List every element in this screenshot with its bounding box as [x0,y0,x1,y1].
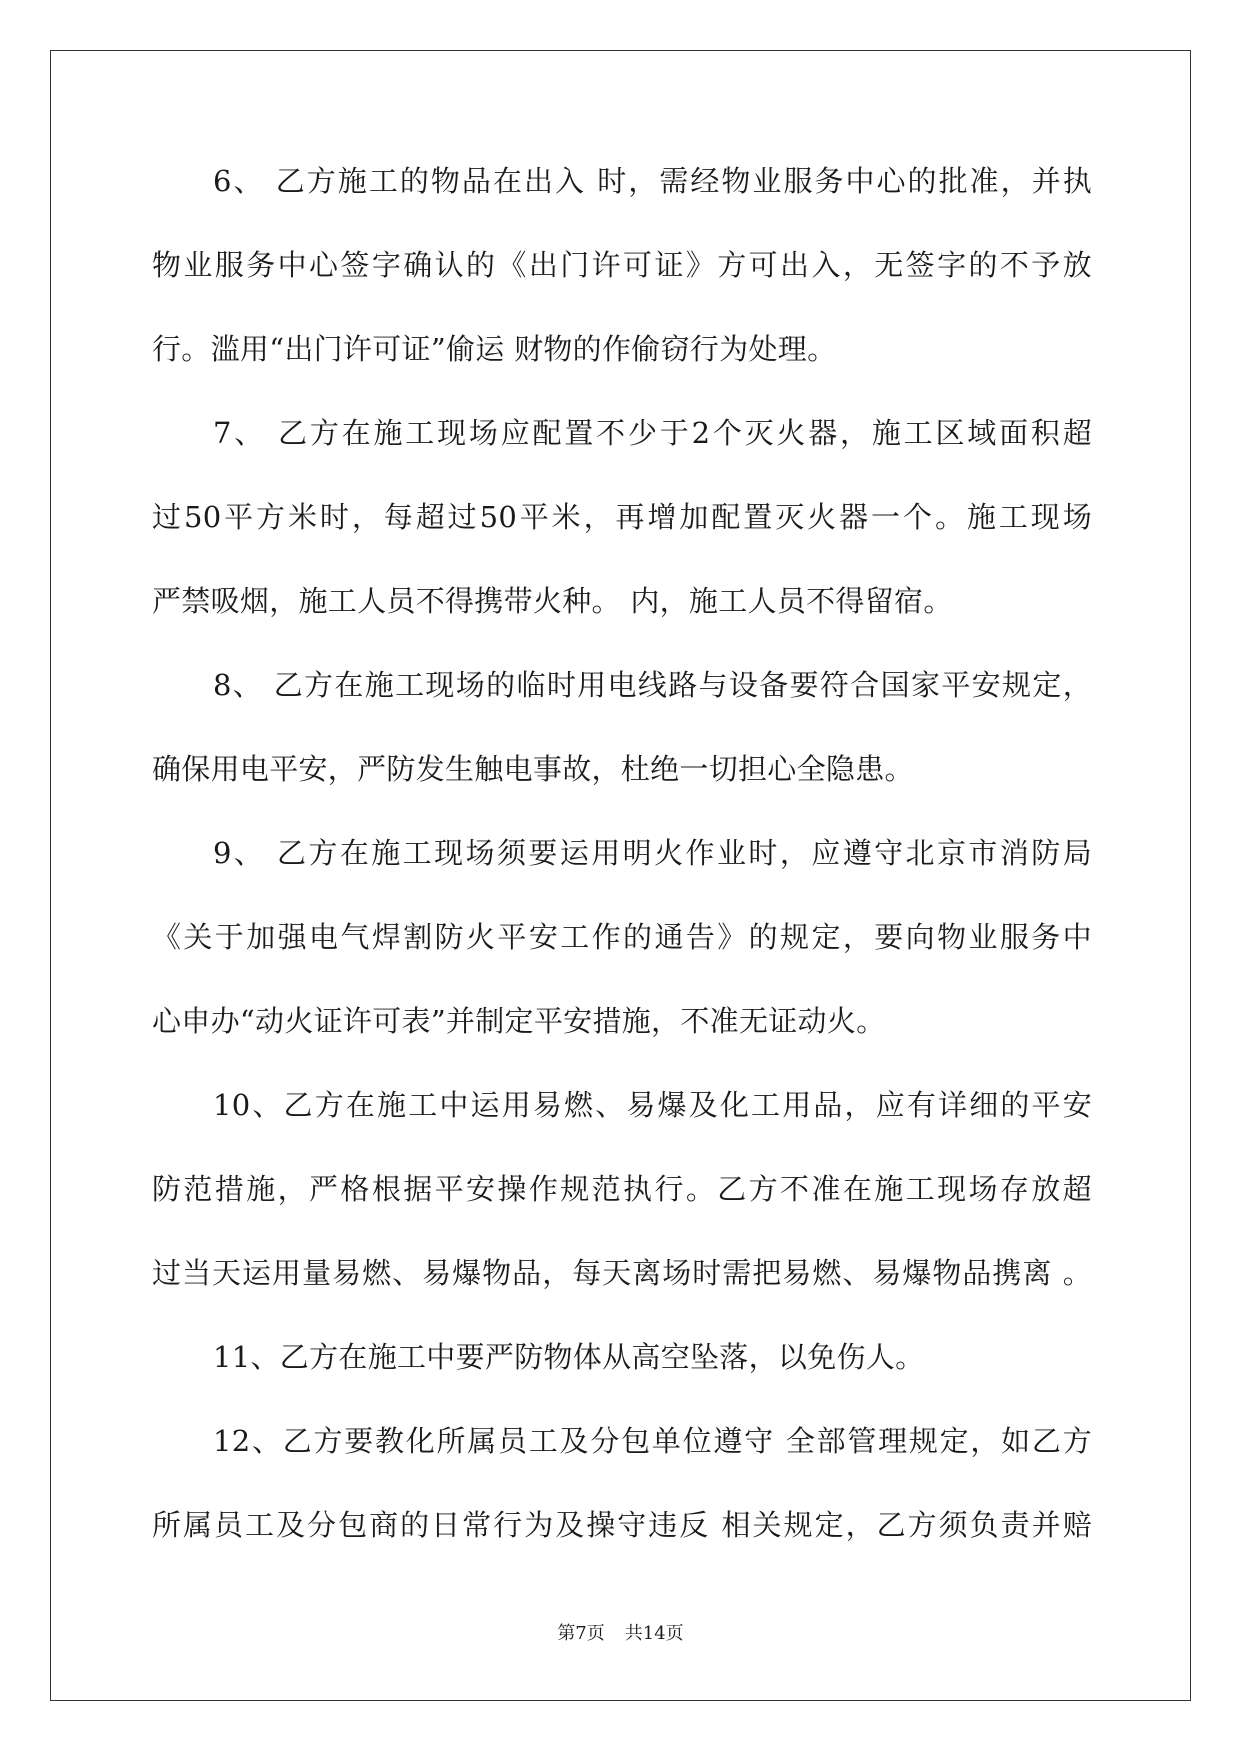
paragraph-9-line-3: 心申办“动火证许可表”并制定平安措施，不准无证动火。 [152,1004,886,1038]
page-footer [0,1623,1241,1645]
paragraph-11-line-1: 11、乙方在施工中要严防物体从高空坠落，以免伤人。 [213,1340,925,1374]
page-number: 第7页 [557,1623,605,1644]
document-body [152,163,1092,1591]
paragraph-12-line-1: 12、乙方要教化所属员工及分包单位遵守 全部管理规定，如乙方 [213,1424,1092,1458]
paragraph-6-line-1: 6、 乙方施工的物品在出入 时，需经物业服务中心的批准，并执 [213,164,1092,198]
paragraph-8-line-1: 8、 乙方在施工现场的临时用电线路与设备要符合国家平安规定， [213,668,1092,702]
paragraph-7-line-2: 过50平方米时，每超过50平米，再增加配置灭火器一个。施工现场 [152,500,1092,534]
paragraph-6-line-3: 行。滥用“出门许可证”偷运 财物的作偷窃行为处理。 [152,332,837,366]
paragraph-7-line-1: 7、 乙方在施工现场应配置不少于2个灭火器，施工区域面积超 [213,416,1092,450]
paragraph-7-line-3: 严禁吸烟，施工人员不得携带火种。 内，施工人员不得留宿。 [152,584,953,618]
paragraph-9-line-1: 9、 乙方在施工现场须要运用明火作业时，应遵守北京市消防局 [213,836,1092,870]
paragraph-10-line-2: 防范措施，严格根据平安操作规范执行。乙方不准在施工现场存放超 [152,1172,1092,1206]
paragraph-9-line-2: 《关于加强电气焊割防火平安工作的通告》的规定，要向物业服务中 [152,920,1092,954]
paragraph-6-line-2: 物业服务中心签字确认的《出门许可证》方可出入，无签字的不予放 [152,248,1092,282]
paragraph-10-line-3: 过当天运用量易燃、易爆物品，每天离场时需把易燃、易爆物品携离 。 [152,1256,1092,1290]
paragraph-8-line-2: 确保用电平安，严防发生触电事故，杜绝一切担心全隐患。 [152,752,914,786]
paragraph-12-line-2: 所属员工及分包商的日常行为及操守违反 相关规定，乙方须负责并赔 [152,1508,1092,1542]
paragraph-10-line-1: 10、乙方在施工中运用易燃、易爆及化工用品，应有详细的平安 [213,1088,1092,1122]
page-total: 共14页 [624,1623,684,1644]
